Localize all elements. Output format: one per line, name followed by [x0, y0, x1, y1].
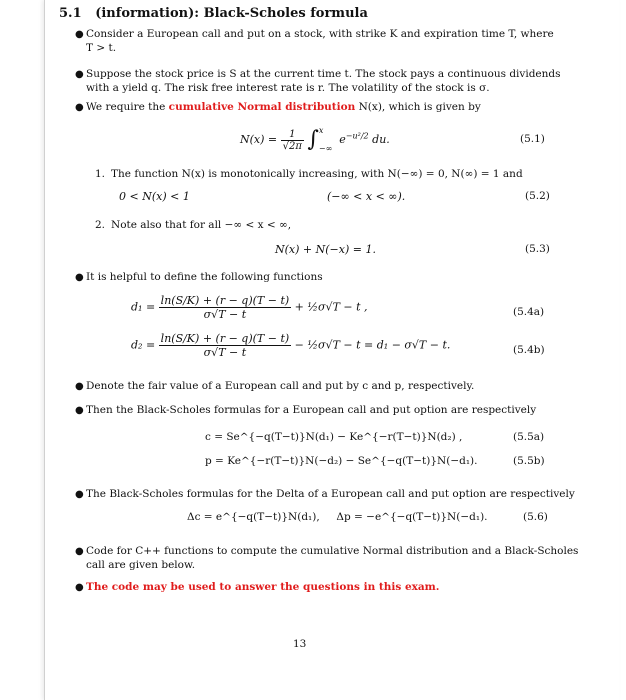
eq51-integrand: e — [339, 133, 346, 146]
eq-label-5-4a: (5.4a) — [513, 306, 545, 318]
bullet-3-highlight: cumulative Normal distribution — [168, 101, 356, 113]
bullet-1-line2: T > t. — [86, 42, 117, 54]
equation-5-4b — [131, 332, 450, 359]
eq51-denominator: √2π — [282, 140, 302, 152]
document-page — [44, 0, 619, 700]
bullet-8-line1: Code for C++ functions to compute the cumulative Normal distribution and a Black-Scholes — [86, 545, 579, 557]
bullet-dot: ● — [75, 489, 84, 500]
bullet-3-pre: We require the — [86, 101, 169, 113]
equation-5-3: N(x) + N(−x) = 1. — [275, 243, 376, 256]
equation-5-6: Δc = e^{−q(T−t)}N(d₁), Δp = −e^{−q(T−t)}N(−d₁). — [187, 511, 488, 523]
eq-label-5-5a: (5.5a) — [513, 431, 545, 443]
bullet-dot: ● — [75, 405, 84, 416]
equation-5-4a — [131, 294, 368, 321]
eq51-numerator: 1 — [281, 129, 304, 141]
item-1-number: 1. — [95, 168, 106, 180]
eq54a-numerator: ln(S/K) + (r − q)(T − t) — [160, 294, 290, 307]
eq-label-5-5b: (5.5b) — [513, 455, 545, 467]
eq51-lhs: N(x) = — [240, 133, 278, 146]
bullet-dot: ● — [75, 582, 84, 593]
equation-5-5b: p = Ke^{−r(T−t)}N(−d₂) − Se^{−q(T−t)}N(−d₁). — [205, 455, 478, 467]
section-number: 5.1 — [59, 6, 82, 21]
eq51-lower: −∞ — [318, 144, 333, 153]
equation-5-5a: c = Se^{−q(T−t)}N(d₁) − Ke^{−r(T−t)}N(d₂) , — [205, 431, 463, 443]
bullet-3-post: N(x), which is given by — [355, 101, 481, 113]
eq-label-5-6: (5.6) — [523, 511, 548, 523]
eq-label-5-3: (5.3) — [525, 243, 550, 255]
eq51-du: du. — [368, 133, 390, 146]
integral-sign: ∫ — [307, 127, 319, 152]
bullet-dot: ● — [75, 381, 84, 392]
eq51-power: −u²/2 — [345, 131, 369, 141]
eq51-limits — [319, 122, 332, 158]
bullet-1-line1: Consider a European call and put on a stock, with strike K and expiration time T, where — [86, 28, 554, 40]
item-2-text: Note also that for all −∞ < x < ∞, — [111, 219, 292, 231]
section-heading — [59, 6, 368, 21]
bullet-6: Then the Black-Scholes formulas for a European call and put option are respectively — [86, 404, 537, 416]
equation-5-2-right: (−∞ < x < ∞). — [327, 190, 406, 203]
bullet-dot: ● — [75, 29, 84, 40]
bullet-4: It is helpful to define the following functions — [86, 271, 323, 283]
bullet-3 — [86, 100, 481, 114]
eq54b-rest: − ½σ√T − t = d₁ − σ√T − t. — [294, 338, 451, 352]
eq-label-5-4b: (5.4b) — [513, 344, 545, 356]
bullet-2-line1: Suppose the stock price is S at the current time t. The stock pays a continuous dividends — [86, 68, 561, 80]
bullet-dot: ● — [75, 102, 84, 113]
eq54b-numerator: ln(S/K) + (r − q)(T − t) — [160, 332, 290, 345]
bullet-7: The Black-Scholes formulas for the Delta of a European call and put option are respectively — [86, 488, 575, 500]
equation-5-1 — [240, 122, 390, 158]
bullet-9: The code may be used to answer the questions in this exam. — [86, 581, 440, 593]
eq54a-fraction — [159, 294, 292, 321]
eq54b-fraction — [159, 332, 292, 359]
bullet-5: Denote the fair value of a European call and put by c and p, respectively. — [86, 380, 475, 392]
bullet-2-line2: with a yield q. The risk free interest rate is r. The volatility of the stock is σ. — [86, 82, 490, 94]
eq54b-lhs: d₂ = — [131, 338, 156, 352]
eq51-upper: x — [318, 126, 324, 135]
page-number: 13 — [293, 638, 307, 650]
item-1-text: The function N(x) is monotonically increasing, with N(−∞) = 0, N(∞) = 1 and — [111, 168, 523, 180]
eq54b-denominator: σ√T − t — [203, 346, 247, 359]
eq-label-5-1: (5.1) — [520, 133, 545, 145]
bullet-dot: ● — [75, 546, 84, 557]
eq54a-denominator: σ√T − t — [203, 308, 247, 321]
equation-5-2-left: 0 < N(x) < 1 — [119, 190, 190, 203]
bullet-dot: ● — [75, 69, 84, 80]
eq54a-lhs: d₁ = — [131, 300, 156, 314]
eq-label-5-2: (5.2) — [525, 190, 550, 202]
item-2-number: 2. — [95, 219, 106, 231]
section-title: (information): Black-Scholes formula — [95, 6, 368, 21]
eq51-fraction — [281, 129, 304, 152]
eq54a-rest: + ½σ√T − t , — [294, 300, 368, 314]
bullet-dot: ● — [75, 272, 84, 283]
bullet-8-line2: call are given below. — [86, 559, 196, 571]
